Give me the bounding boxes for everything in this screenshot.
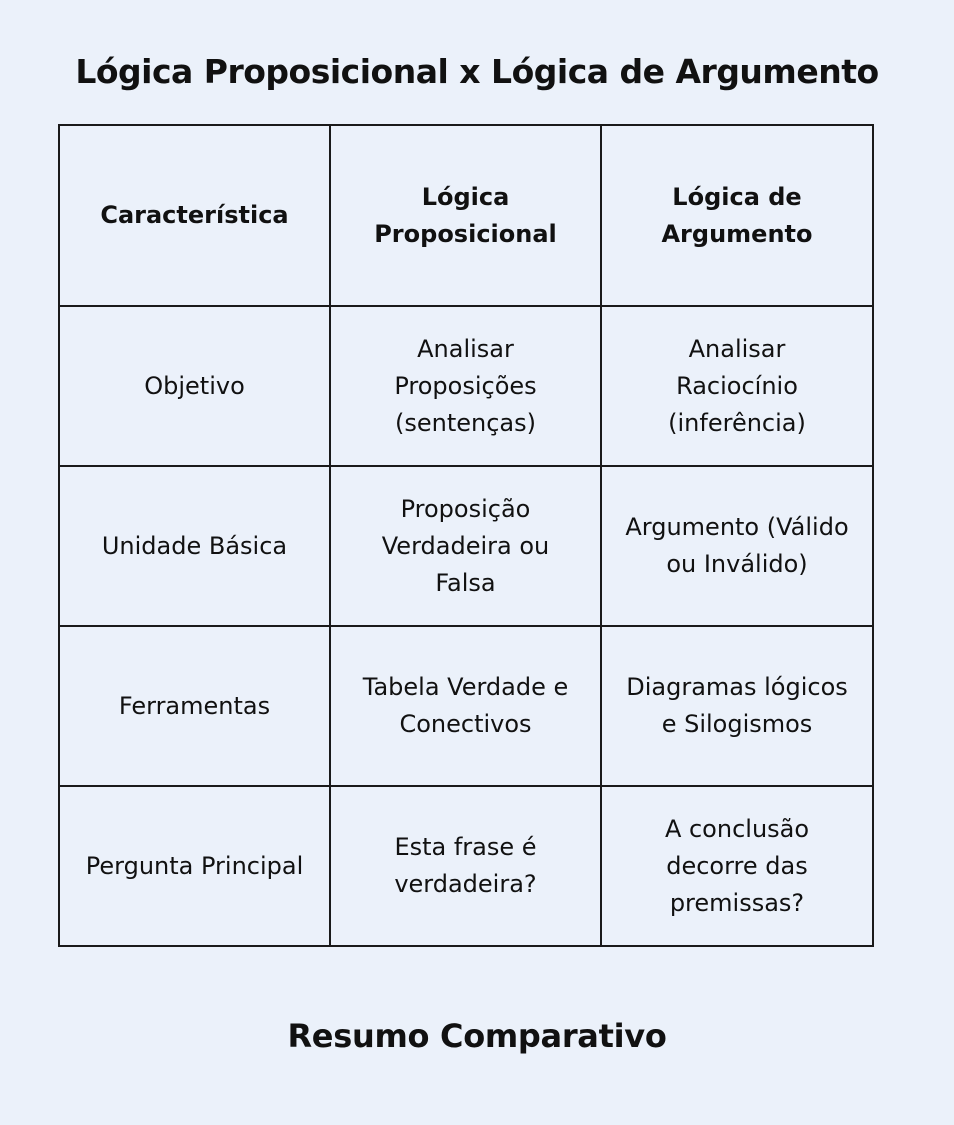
table-row bbox=[59, 466, 873, 626]
cell-text: Ferramentas bbox=[118, 691, 271, 720]
cell-text: Objetivo bbox=[144, 371, 245, 400]
footer-caption: Resumo Comparativo bbox=[287, 1017, 667, 1055]
header-label: Lógica de Argumento bbox=[661, 182, 813, 248]
cell-text: Tabela Verdade e Conectivos bbox=[362, 673, 569, 738]
table-header-row bbox=[59, 125, 873, 306]
table-cell bbox=[59, 786, 330, 946]
table-cell bbox=[330, 466, 601, 626]
table-cell bbox=[601, 626, 873, 786]
cell-text: Diagramas lógicos e Silogismos bbox=[626, 673, 848, 738]
header-label: Lógica Proposicional bbox=[374, 182, 557, 248]
table-cell bbox=[330, 626, 601, 786]
table-cell bbox=[330, 306, 601, 466]
cell-text: Proposição Verdadeira ou Falsa bbox=[381, 494, 550, 597]
comparison-table bbox=[58, 124, 874, 947]
table-cell bbox=[59, 466, 330, 626]
header-cell-caracteristica bbox=[59, 125, 330, 306]
table-cell bbox=[59, 626, 330, 786]
header-cell-logica-de-argumento bbox=[601, 125, 873, 306]
cell-text: Unidade Básica bbox=[101, 531, 288, 560]
table-cell bbox=[59, 306, 330, 466]
page-title: Lógica Proposicional x Lógica de Argumento bbox=[75, 52, 879, 91]
table-cell bbox=[330, 786, 601, 946]
cell-text: Analisar Proposições (sentenças) bbox=[394, 334, 537, 437]
table-cell bbox=[601, 786, 873, 946]
table-row bbox=[59, 306, 873, 466]
table-cell bbox=[601, 306, 873, 466]
header-label: Característica bbox=[100, 201, 289, 229]
table-cell bbox=[601, 466, 873, 626]
table-row bbox=[59, 626, 873, 786]
cell-text: Analisar Raciocínio (inferência) bbox=[668, 334, 806, 437]
cell-text: Argumento (Válido ou Inválido) bbox=[625, 513, 849, 578]
cell-text: Pergunta Principal bbox=[85, 851, 304, 880]
header-cell-logica-proposicional bbox=[330, 125, 601, 306]
cell-text: A conclusão decorre das premissas? bbox=[664, 814, 810, 917]
table-row bbox=[59, 786, 873, 946]
cell-text: Esta frase é verdadeira? bbox=[394, 833, 537, 898]
